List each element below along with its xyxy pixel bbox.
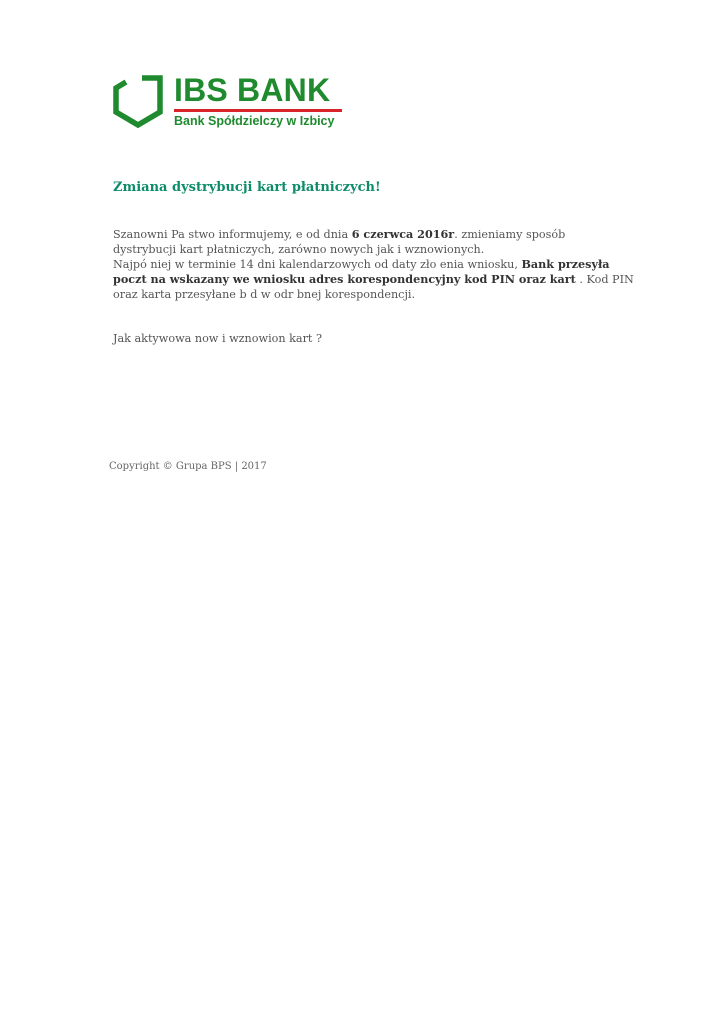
hexagon-shield-icon xyxy=(112,74,164,128)
paragraph-line xyxy=(113,272,634,287)
text-segment: . Kod PIN xyxy=(575,273,634,286)
logo-divider xyxy=(174,109,342,112)
text-segment: Szanowni Pa stwo informujemy, e od dnia xyxy=(113,228,352,241)
paragraph-line xyxy=(113,257,613,272)
logo-subtitle: Bank Spółdzielczy w Izbicy xyxy=(174,114,335,128)
logo-title: IBS BANK xyxy=(174,72,331,108)
activation-question-link[interactable]: Jak aktywowa now i wznowion kart ? xyxy=(113,332,322,345)
paragraph-line: oraz karta przesyłane b d w odr bnej korespondencji. xyxy=(113,288,416,301)
bold-segment: poczt na wskazany we wniosku adres korespondencyjny kod PIN oraz kart xyxy=(113,272,576,286)
date-highlight: 6 czerwca 2016r xyxy=(351,227,455,241)
paragraph-line: dystrybucji kart płatniczych, zarówno nowych jak i wznowionych. xyxy=(113,243,485,256)
text-segment: . zmieniamy sposób xyxy=(454,228,566,241)
paragraph-line xyxy=(113,227,613,242)
copyright-footer: Copyright © Grupa BPS | 2017 xyxy=(109,461,267,472)
page-title: Zmiana dystrybucji kart płatniczych! xyxy=(113,180,381,195)
text-segment: Najpó niej w terminie 14 dni kalendarzowych od daty zło enia wniosku, xyxy=(113,258,522,271)
bank-logo xyxy=(112,74,347,130)
bold-segment: Bank przesyła xyxy=(521,257,610,271)
announcement-paragraph xyxy=(113,227,634,302)
